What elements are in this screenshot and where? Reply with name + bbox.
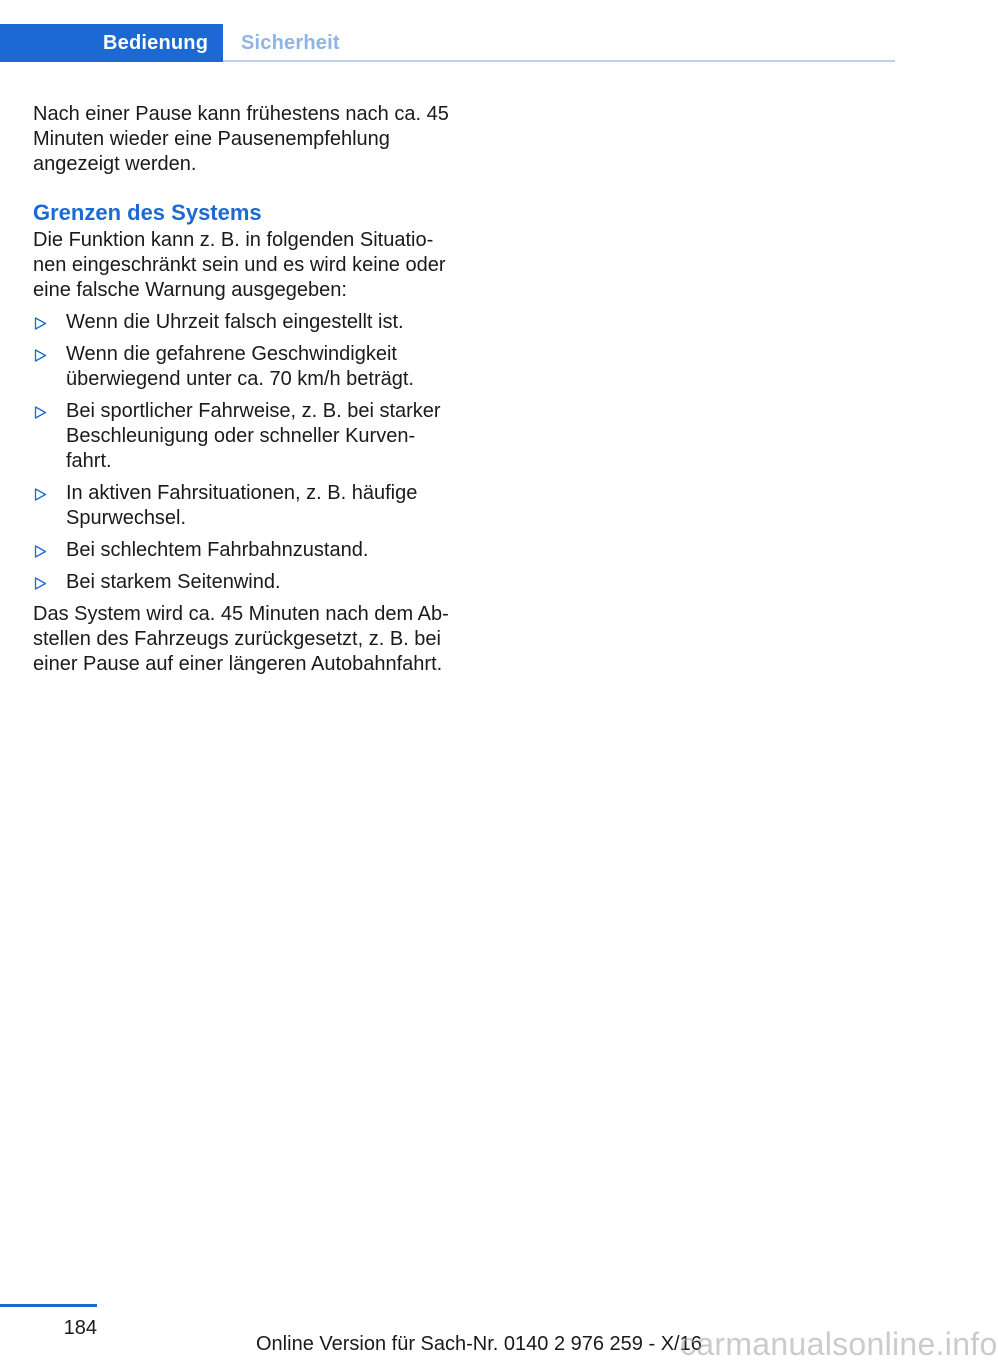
triangle-right-icon — [34, 342, 48, 367]
list-item-text: In aktiven Fahrsituationen, z. B. häufige Spurwechsel. — [66, 482, 418, 529]
limitations-list — [33, 310, 451, 595]
section-lead-paragraph: Die Funktion kann z. B. in folgenden Situationen eingeschränkt sein und es wird keine oder eine falsche Warnung ausgegeben: — [33, 229, 446, 301]
triangle-right-icon — [34, 538, 48, 563]
footer-divider — [0, 1304, 97, 1307]
page-number: 184 — [63, 1317, 97, 1339]
list-item — [33, 399, 451, 474]
list-item — [33, 538, 451, 563]
tab-bedienung[interactable]: Bedienung — [0, 24, 223, 62]
list-item — [33, 570, 451, 595]
header-divider — [223, 60, 895, 62]
intro-paragraph: Nach einer Pause kann frühestens nach ca. 45 Minuten wieder eine Pausenempfehlung angezeigt werden. — [33, 103, 449, 175]
list-item-text: Bei schlechtem Fahrbahnzustand. — [66, 539, 369, 561]
triangle-right-icon — [34, 310, 48, 335]
closing-paragraph: Das System wird ca. 45 Minuten nach dem Abstellen des Fahrzeugs zurückgesetzt, z. B. bei einer Pause auf einer längeren Autobahnfahrt. — [33, 603, 449, 675]
list-item-text: Wenn die Uhrzeit falsch eingestellt ist. — [66, 311, 404, 333]
list-item — [33, 481, 451, 531]
section-heading: Grenzen des Systems — [33, 200, 262, 225]
list-item — [33, 310, 451, 335]
page-header — [0, 24, 895, 62]
watermark: carmanualsonline.info — [680, 1326, 998, 1362]
triangle-right-icon — [34, 399, 48, 424]
tab-sicherheit[interactable]: Sicherheit — [241, 32, 340, 54]
main-content — [33, 102, 451, 677]
list-item-text: Bei starkem Seitenwind. — [66, 571, 281, 593]
triangle-right-icon — [34, 481, 48, 506]
list-item — [33, 342, 451, 392]
list-item-text: Bei sportlicher Fahrweise, z. B. bei starker Beschleunigung oder schneller Kurvenfahrt. — [66, 400, 441, 472]
online-version-note: Online Version für Sach-Nr. 0140 2 976 259 - X/16 — [256, 1333, 702, 1355]
list-item-text: Wenn die gefahrene Geschwindigkeit überwiegend unter ca. 70 km/h beträgt. — [66, 343, 414, 390]
triangle-right-icon — [34, 570, 48, 595]
